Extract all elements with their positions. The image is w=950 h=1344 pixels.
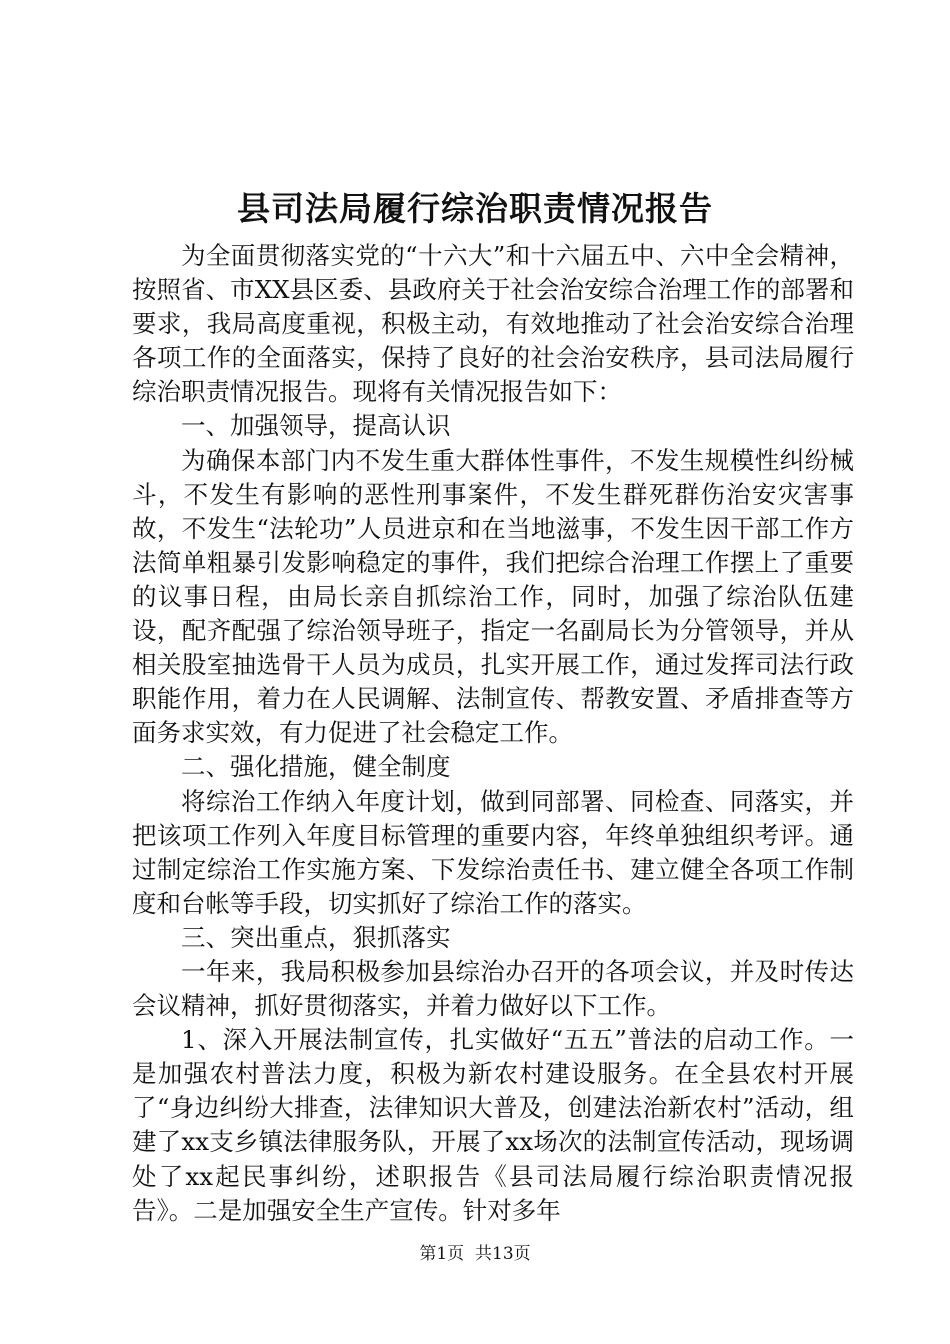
section-heading-1: 一、加强领导，提高认识: [181, 411, 451, 441]
page-footer: [0, 1242, 950, 1266]
section-2-paragraph: 将综治工作纳入年度计划，做到同部署、同检查、同落实，并把该项工作列入年度目标管理的重要内容，年终单独组织考评。通过制定综治工作实施方案、下发综治责任书、建立健全各项工作制度和台帐等手段，切实抓好了综治工作的落实。: [132, 786, 854, 918]
page-number: 第1页: [419, 1244, 465, 1264]
section-heading-3: 三、突出重点，狠抓落实: [181, 922, 451, 952]
document-body: [132, 239, 854, 1228]
section-heading-2: 二、强化措施，健全制度: [181, 752, 451, 782]
section-3-item-1: 1、深入开展法制宣传，扎实做好“五五”普法的启动工作。一是加强农村普法力度，积极为新农村建设服务。在全县农村开展了“身边纠纷大排查，法律知识大普及，创建法治新农村”活动，组建了xx支乡镇法律服务队，开展了xx场次的法制宣传活动，现场调处了xx起民事纠纷，述职报告《县司法局履行综治职责情况报告》。二是加强安全生产宣传。针对多年: [132, 1025, 855, 1225]
section-1-paragraph: 为确保本部门内不发生重大群体性事件，不发生规模性纠纷械斗，不发生有影响的恶性刑事案件，不发生群死群伤治安灾害事故，不发生“法轮功”人员进京和在当地滋事，不发生因干部工作方法简单粗暴引发影响稳定的事件，我们把综合治理工作摆上了重要的议事日程，由局长亲自抓综治工作，同时，加强了综治队伍建设，配齐配强了综治领导班子，指定一名副局长为分管领导，并从相关股室抽选骨干人员为成员，扎实开展工作，通过发挥司法行政职能作用，着力在人民调解、法制宣传、帮教安置、矛盾排查等方面务求实效，有力促进了社会稳定工作。: [132, 445, 854, 748]
page-total: 共13页: [475, 1244, 531, 1264]
section-3-paragraph: 一年来，我局积极参加县综治办召开的各项会议，并及时传达会议精神，抓好贯彻落实，并着力做好以下工作。: [132, 956, 854, 1021]
document-title: 县司法局履行综治职责情况报告: [237, 189, 713, 228]
intro-paragraph: 为全面贯彻落实党的“十六大”和十六届五中、六中全会精神，按照省、市XX县区委、县政府关于社会治安综合治理工作的部署和要求，我局高度重视，积极主动，有效地推动了社会治安综合治理各项工作的全面落实，保持了良好的社会治安秩序，县司法局履行综治职责情况报告。现将有关情况报告如下：: [132, 241, 854, 407]
